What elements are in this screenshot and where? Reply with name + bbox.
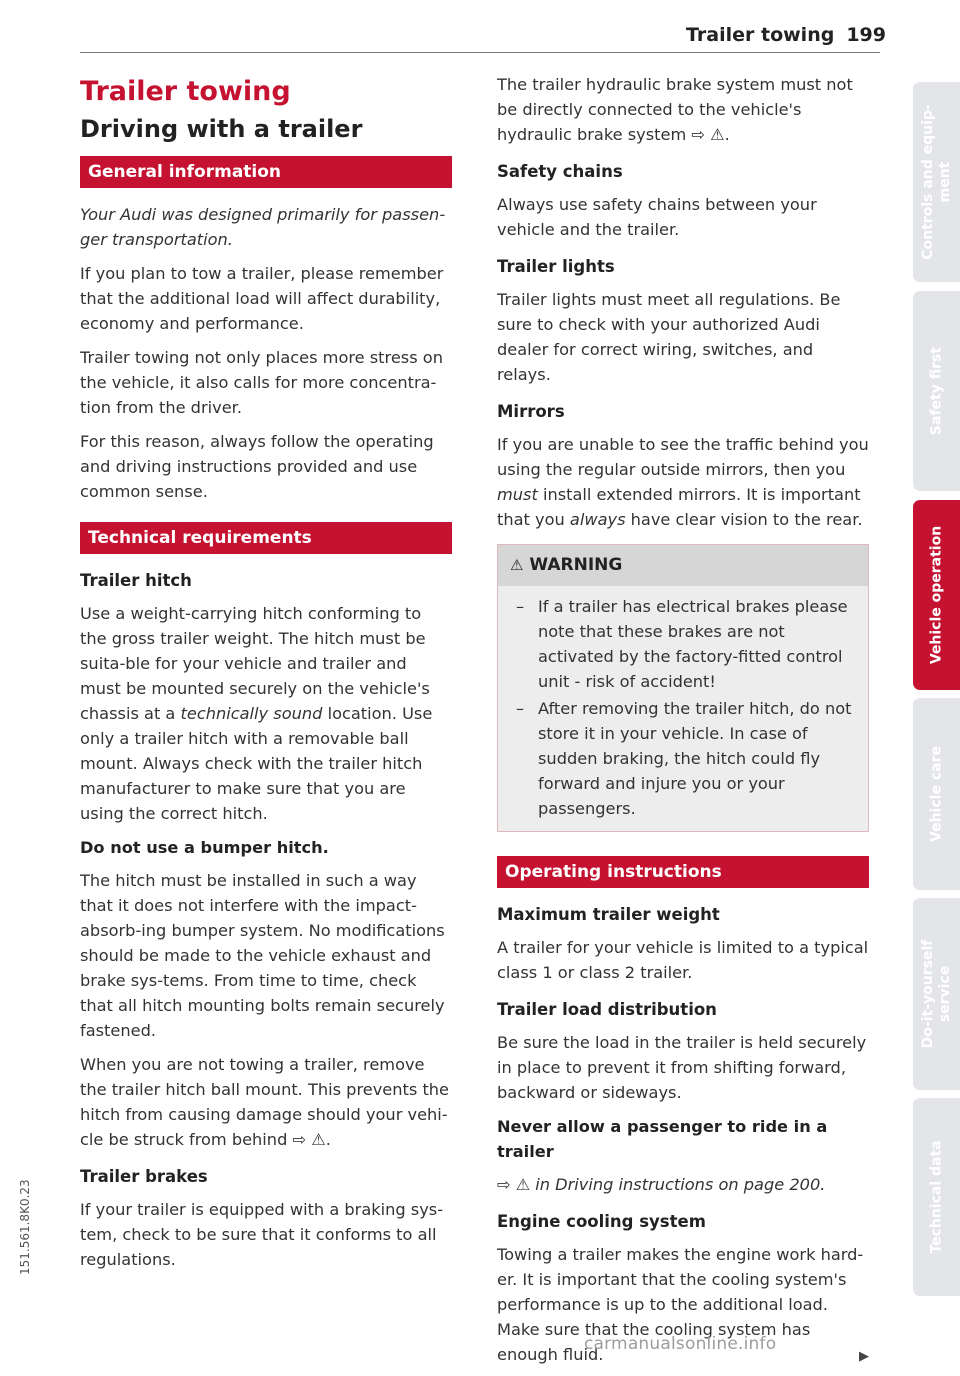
trailer-load-distribution-heading: Trailer load distribution: [497, 1000, 717, 1019]
technical-requirements-heading: Technical requirements: [80, 522, 452, 554]
warning-header: [498, 545, 868, 586]
engine-cooling-heading: Engine cooling system: [497, 1212, 706, 1231]
tab-controls-and-equipment[interactable]: Controls and equip- ment: [913, 82, 960, 282]
paragraph: Trailer towing not only places more stress on the vehicle, it also calls for more concentra-tion from the driver.: [80, 348, 443, 417]
cooling-paragraph: Towing a trailer makes the engine work hard-er. It is important that the cooling system's performance is up to the additional load. Make sure that the cooling system has enough fluid. ▶: [497, 1242, 869, 1367]
continue-arrow-icon: ▶: [859, 1349, 869, 1364]
right-column: [497, 72, 869, 1376]
trailer-brakes-heading: Trailer brakes: [80, 1167, 208, 1186]
warning-title: WARNING: [529, 555, 623, 575]
paragraph: A trailer for your vehicle is limited to a typical class 1 or class 2 trailer.: [497, 938, 869, 982]
mirrors-heading: Mirrors: [497, 402, 565, 421]
passenger-reference-link[interactable]: ⇨ ⚠ in Driving instructions on page 200.: [497, 1175, 826, 1194]
tab-do-it-yourself-service[interactable]: Do-it-yourself service: [913, 898, 960, 1090]
warning-box: [497, 544, 869, 832]
trailer-hitch-heading: Trailer hitch: [80, 571, 192, 590]
paragraph: The trailer hydraulic brake system must not be directly connected to the vehicle's hydraulic brake system ⇨ ⚠.: [497, 75, 853, 144]
general-information-heading: General information: [80, 156, 452, 188]
document-code: 151.561.8K0.23: [18, 1179, 32, 1275]
trailer-lights-heading: Trailer lights: [497, 257, 615, 276]
operating-instructions-heading: Operating instructions: [497, 856, 869, 888]
bumper-hitch-heading: Do not use a bumper hitch.: [80, 838, 329, 857]
tab-safety-first[interactable]: Safety first: [913, 291, 960, 491]
tab-vehicle-operation[interactable]: Vehicle operation: [913, 500, 960, 690]
maximum-trailer-weight-heading: Maximum trailer weight: [497, 905, 720, 924]
warning-triangle-icon: ⚠: [510, 556, 524, 574]
chapter-title: Trailer towing: [80, 76, 291, 107]
paragraph: For this reason, always follow the operating and driving instructions provided and use common sense.: [80, 432, 434, 501]
paragraph: When you are not towing a trailer, remove the trailer hitch ball mount. This prevents the hitch from causing damage should your vehi-cle be struck from behind ⇨ ⚠.: [80, 1055, 450, 1149]
running-header: [686, 24, 886, 46]
paragraph: The hitch must be installed in such a way that it does not interfere with the impact-absorb-ing bumper system. No modifications should be made to the vehicle exhaust and brake sys-tems. From time to time, check that all hitch mounting bolts remain securely fastened.: [80, 871, 445, 1040]
watermark: carmanualsonline.info: [584, 1334, 777, 1354]
mirrors-paragraph: If you are unable to see the traffic behind you using the regular outside mirrors, then you must install extended mirrors. It is important that you always have clear vision to the rear.: [497, 435, 869, 529]
warning-item: – If a trailer has electrical brakes please note that these brakes are not activated by the factory-fitted control unit - risk of accident!: [510, 594, 856, 694]
paragraph: Trailer lights must meet all regulations. Be sure to check with your authorized Audi dealer for correct wiring, switches, and relays.: [497, 290, 841, 384]
paragraph: If you plan to tow a trailer, please remember that the additional load will affect durability, economy and performance.: [80, 264, 444, 333]
intro-text: Your Audi was designed primarily for passen-ger transportation.: [80, 205, 446, 249]
warning-item: – After removing the trailer hitch, do not store it in your vehicle. In case of sudden braking, the hitch could fly forward and injure you or your passengers.: [510, 696, 856, 821]
header-rule: [80, 52, 880, 53]
tab-vehicle-care[interactable]: Vehicle care: [913, 698, 960, 890]
safety-chains-heading: Safety chains: [497, 162, 623, 181]
left-column: [80, 72, 452, 1281]
section-title: Driving with a trailer: [80, 115, 363, 143]
paragraph: Always use safety chains between your vehicle and the trailer.: [497, 195, 817, 239]
page-number: 199: [846, 24, 886, 46]
warning-body: [498, 586, 868, 831]
header-title: Trailer towing: [686, 24, 835, 46]
tab-technical-data[interactable]: Technical data: [913, 1098, 960, 1296]
trailer-hitch-paragraph: Use a weight-carrying hitch conforming to the gross trailer weight. The hitch must be suita-ble for your vehicle and trailer and must be mounted securely on the vehicle's chassis at a technically sound location. Use only a trailer hitch with a removable ball mount. Always check with the trailer hitch manufacturer to make sure that you are using the correct hitch.: [80, 604, 433, 823]
paragraph: If your trailer is equipped with a braking sys-tem, check to be sure that it conforms to all regulations.: [80, 1200, 444, 1269]
paragraph: Be sure the load in the trailer is held securely in place to prevent it from shifting forward, backward or sideways.: [497, 1033, 867, 1102]
passenger-heading: Never allow a passenger to ride in a trailer: [497, 1117, 828, 1161]
